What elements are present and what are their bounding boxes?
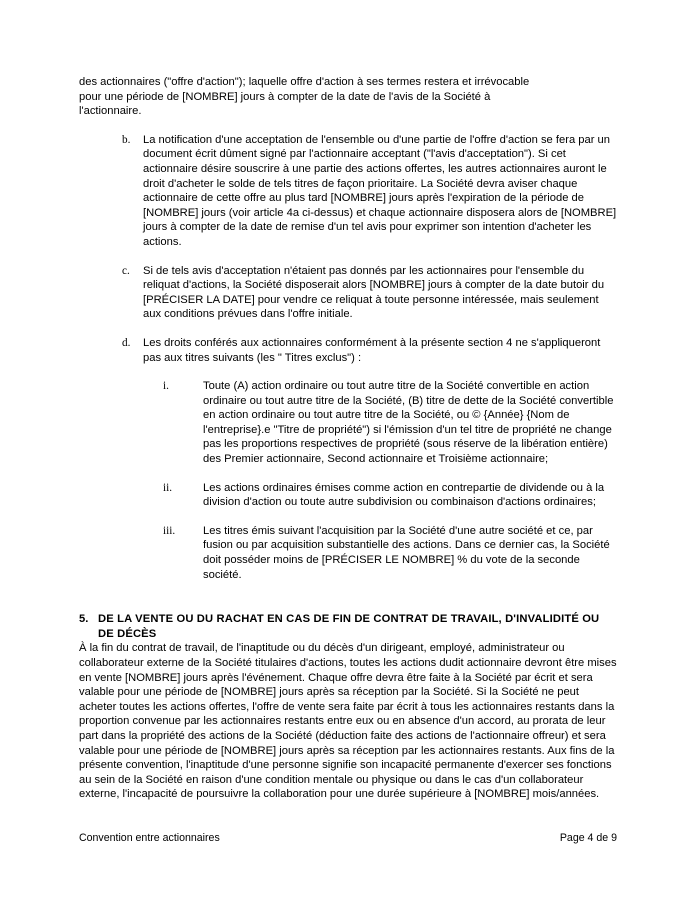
list-item-text: Toute (A) action ordinaire ou tout autre titre de la Société convertible en action ordinaire ou tout autre titre de la Société, (B) titre de dette de la Société convertible en action ordinaire ou tout autre titre de la Société, ou © {Année} {Nom de l'entreprise}.e "Titre de propriété") si l'émission d'un tel titre de propriété ne change pas les proportions respectives de propriété (sous réserve de la libération entière) des Premier actionnaire, Second actionnaire et Troisième actionnaire;	[203, 380, 614, 466]
footer-document-title: Convention entre actionnaires	[79, 832, 220, 844]
footer-page-number: Page 4 de 9	[559, 832, 617, 844]
list-item	[122, 336, 617, 365]
list-marker: iii.	[163, 524, 176, 537]
list-marker: i.	[163, 380, 169, 393]
section-heading-block	[79, 612, 617, 641]
list-item	[163, 379, 617, 467]
list-item-text: La notification d'une acceptation de l'ensemble ou d'une partie de l'offre d'action se fera par un document écrit dûment signé par l'actionnaire acceptant ("l'avis d'acceptation"). Si cet actionnaire désire souscrire à une partie des actions offertes, les autres actionnaires auront le droit d'acheter le solde de tels titres de façon prioritaire. La Société devra aviser chaque actionnaire de cette offre au plus tard [NOMBRE] jours après l'expiration de la période de [NOMBRE] jours (voir article 4a ci-dessus) et chaque actionnaire disposera alors de [NOMBRE] jours à compter de la date de remise d'un tel avis pour exprimer son intention d'acheter les actions.	[143, 133, 617, 248]
section-title: DE LA VENTE OU DU RACHAT EN CAS DE FIN DE CONTRAT DE TRAVAIL, D'INVALIDITÉ OU DE DÉCÈS	[98, 613, 600, 640]
list-marker: c.	[122, 264, 130, 277]
list-item-text: Les droits conférés aux actionnaires conformément à la présente section 4 ne s'appliqueront pas aux titres suivants (les " Titres exclus") :	[143, 336, 601, 364]
list-item-text: Les titres émis suivant l'acquisition par la Société d'une autre société et ce, par fusion ou par acquisition substantielle des actions. Dans ce dernier cas, la Société doit posséder moins de [PRÉCISER LE NOMBRE] % du vote de la seconde société.	[203, 524, 610, 581]
list-item	[122, 264, 617, 322]
section-body-paragraph: À la fin du contrat de travail, de l'inaptitude ou du décès d'un dirigeant, employé, administrateur ou collaborateur externe de la Société titulaires d'actions, toutes les actions dudit actionnaire devront être mises en vente [NOMBRE] jours après l'événement. Chaque offre devra être faite à la Société par écrit et sera valable pour une période de [NOMBRE] jours après sa réception par la Société. Si la Société ne peut acheter toutes les actions offertes, l'offre de vente sera faite par écrit à tous les actionnaires restants dans la proportion convenue par les actionnaires restants entre eux ou en absence d'un accord, au prorata de leur part dans la propriété des actions de la Société (déduction faite des actions de l'actionnaire offreur) et sera valable pour une période de [NOMBRE] jours après sa réception par les actionnaires restants. Aux fins de la présente convention, l'inaptitude d'une personne signifie son incapacité permanente d'exercer ses fonctions au sein de la Société en raison d'une condition mentale ou physique ou dans le cas d'un collaborateur externe, l'incapacité de poursuivre la collaboration pour une durée supérieure à [NOMBRE] mois/années.	[79, 642, 617, 801]
list-marker: b.	[122, 133, 131, 146]
section-number: 5.	[79, 613, 89, 626]
roman-sublist	[79, 379, 617, 582]
list-item	[163, 524, 617, 582]
list-item-text: Si de tels avis d'acceptation n'étaient pas donnés par les actionnaires pour l'ensemble du reliquat d'actions, la Société disposerait alors [NOMBRE] jours à compter de la date butoir du [PRÉCISER LA DATE] pour vendre ce reliquat à toute personne intéressée, mais seulement aux conditions prévues dans l'offre initiale.	[143, 264, 605, 321]
page-footer	[79, 831, 617, 845]
list-marker: d.	[122, 336, 131, 349]
continued-paragraph: des actionnaires ("offre d'action"); laquelle offre d'action à ses termes restera et irrévocable pour une période de [NOMBRE] jours à compter de la date de l'avis de la Société à l'actionnaire.	[79, 76, 530, 118]
list-item	[163, 481, 617, 510]
list-item	[122, 133, 617, 250]
list-marker: ii.	[163, 481, 173, 494]
list-item-text: Les actions ordinaires émises comme action en contrepartie de dividende ou à la division d'action ou toute autre subdivision ou combinaison d'actions ordinaires;	[203, 481, 605, 509]
document-body	[79, 75, 617, 802]
